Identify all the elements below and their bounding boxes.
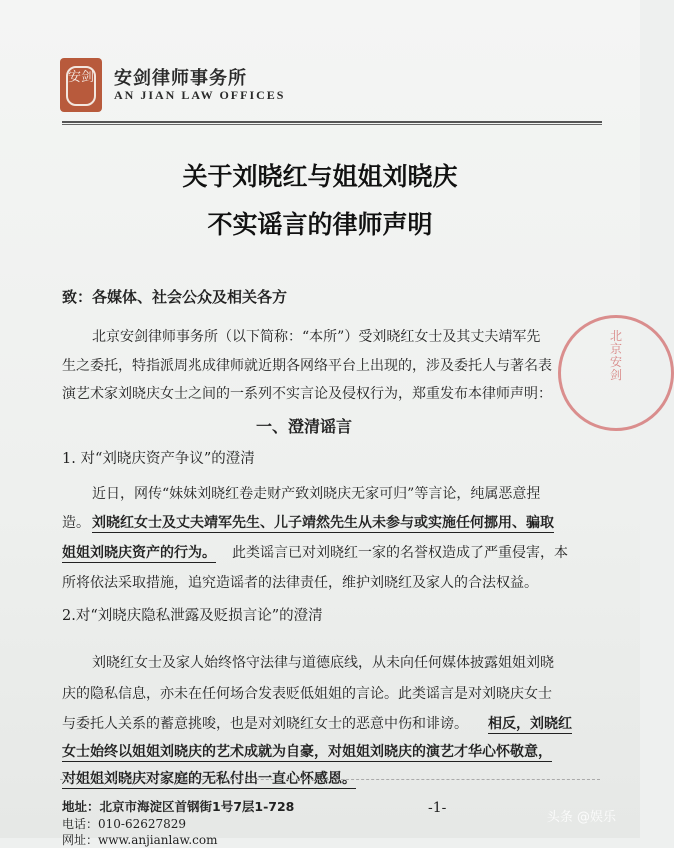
footer-website: 网址：www.anjianlaw.com: [62, 833, 218, 847]
intro-line: 北京安剑律师事务所（以下简称：“本所”）受刘晓红女士及其丈夫靖军先: [92, 329, 541, 345]
header-rule-thin: [62, 124, 602, 125]
paragraph-line: 与委托人关系的蓄意挑唆，也是对刘晓红女士的恶意中伤和诽谤。: [62, 716, 468, 732]
paragraph-line: 所将依法采取措施，追究造谣者的法律责任，维护刘晓红及家人的合法权益。: [62, 575, 538, 591]
section-heading: 一、澄清谣言: [256, 417, 353, 436]
intro-line: 演艺术家刘晓庆女士之间的一系列不实言论及侵权行为，郑重发布本律师声明：: [62, 386, 552, 402]
statement-title-line1: 关于刘晓红与姐姐刘晓庆: [182, 162, 458, 191]
footer-address: 地址：北京市海淀区首钢街1号7层1-728: [62, 799, 295, 814]
paragraph-line: 造。: [62, 515, 90, 531]
footer-phone: 电话：010-62627829: [62, 817, 187, 831]
seal-text: 北京安剑: [610, 329, 623, 382]
statement-title-line2: 不实谣言的律师声明: [207, 210, 433, 239]
subsection-heading: 1. 对“刘晓庆资产争议”的澄清: [62, 451, 255, 467]
header-rule: [62, 121, 602, 123]
emphasis-line: 刘晓红女士及丈夫靖军先生、儿子靖然先生从未参与或实施任何挪用、骗取: [92, 512, 554, 533]
firm-name-en: AN JIAN LAW OFFICES: [114, 88, 286, 102]
paragraph-line: 刘晓红女士及家人始终恪守法律与道德底线，从未向任何媒体披露姐姐刘晓: [92, 655, 554, 671]
paragraph-line: 此类谣言已对刘晓红一家的名誉权造成了严重侵害，本: [232, 545, 568, 561]
emphasis-line: 相反，刘晓红: [488, 713, 572, 734]
paragraph-line: 近日，网传“妹妹刘晓红卷走财产致刘晓庆无家可归”等言论，纯属恶意捏: [92, 486, 541, 502]
footer-rule: [60, 779, 600, 780]
page-number: -1-: [428, 800, 447, 816]
recipients: 致：各媒体、社会公众及相关各方: [62, 288, 288, 306]
firm-name-cn: 安剑律师事务所: [114, 68, 247, 89]
paragraph-line: 庆的隐私信息，亦未在任何场合发表贬低姐姐的言论。此类谣言是对刘晓庆女士: [62, 686, 552, 702]
subsection-heading: 2.对“刘晓庆隐私泄露及贬损言论”的澄清: [62, 608, 323, 624]
emphasis-line: 姐姐刘晓庆资产的行为。: [62, 542, 216, 563]
watermark: 头条 @娱乐: [546, 810, 616, 825]
logo-chars: 安剑: [67, 70, 94, 85]
emphasis-line: 女士始终以姐姐刘晓庆的艺术成就为自豪，对姐姐刘晓庆的演艺才华心怀敬意，: [62, 741, 552, 762]
intro-line: 生之委托，特指派周兆成律师就近期各网络平台上出现的，涉及委托人与著名表: [62, 358, 552, 374]
emphasis-line: 对姐姐刘晓庆对家庭的无私付出一直心怀感恩。: [62, 768, 356, 789]
